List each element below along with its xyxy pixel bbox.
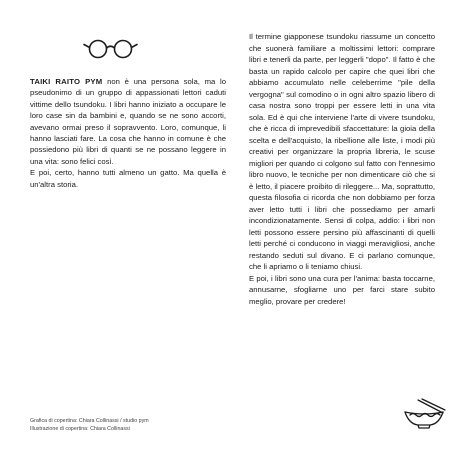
cover-design-credit: Grafica di copertina: Chiara Collinassi / studio pym bbox=[30, 418, 149, 424]
blurb-paragraph-1: Il termine giapponese tsundoku riassume un concetto che suonerà familiare a moltissimi lettori: comprare libri e tenerli da parte, per leggerli "dopo". Il fatto è che basta un rapido calcolo per capire che quei libri che abbiamo accumulato nelle celeberrime "pile della vergogna" sul comodino o in ogni altro spazio libero di casa nostra sono troppi per essere letti in una vita sola. Ed è qui che interviene l'arte di vivere tsundoku, che è ricca di imprevedibili sfaccettature: la gioia della scelta e dell'acquisto, la ribellione alle liste, i modi più creativi per organizzare la propria libreria, le scuse migliori per quando ci colgono sul fatto con l'ennesimo libro nuovo, le tecniche per non dimenticare ciò che si è letto, il piacere proibito di rileggere... Ma, soprattutto, questa filosofia ci ricorda che non dobbiamo per forza aver letto tutti i libri che possediamo per amarli incondizionatamente. Sensi di colpa, addio: i libri non letti possono essere persino più affascinanti di quelli letti perché ci conducono in viaggi meravigliosi, anche restando seduti sul divano. E ci parlano comunque, che li apriamo o li teniamo chiusi. bbox=[249, 32, 435, 271]
blurb-paragraph-2: E poi, i libri sono una cura per l'anima: basta toccarne, annusarne, sfogliarne uno per farci stare subito meglio, provare per credere! bbox=[249, 273, 435, 306]
cover-credits bbox=[30, 417, 230, 433]
author-intro bbox=[30, 76, 226, 167]
author-intro-text: non è una persona sola, ma lo pseudonimo di un gruppo di appassionati lettori caduti vittime dello tsundoku. I libri hanno iniziato a occupare le loro case sin da bambini e, quando se ne sono accorti, avevano ormai preso il sopravvento. Loro, comunque, li hanno lasciati fare. La cosa che hanno in comune è che possiedono più libri di quanti se ne possano leggere in una vita: sono felici così. bbox=[30, 77, 226, 166]
cover-illustration-credit: Illustrazione di copertina: Chiara Collinassi bbox=[30, 426, 130, 432]
round-glasses-icon bbox=[82, 36, 140, 60]
author-bio bbox=[30, 76, 226, 190]
noodle-bowl-chopsticks-icon bbox=[402, 397, 446, 429]
author-cat-note: E poi, certo, hanno tutti almeno un gatto. Ma quella è un'altra storia. bbox=[30, 168, 226, 189]
book-blurb bbox=[249, 31, 435, 307]
author-name: TAIKI RAITO PYM bbox=[30, 77, 103, 86]
